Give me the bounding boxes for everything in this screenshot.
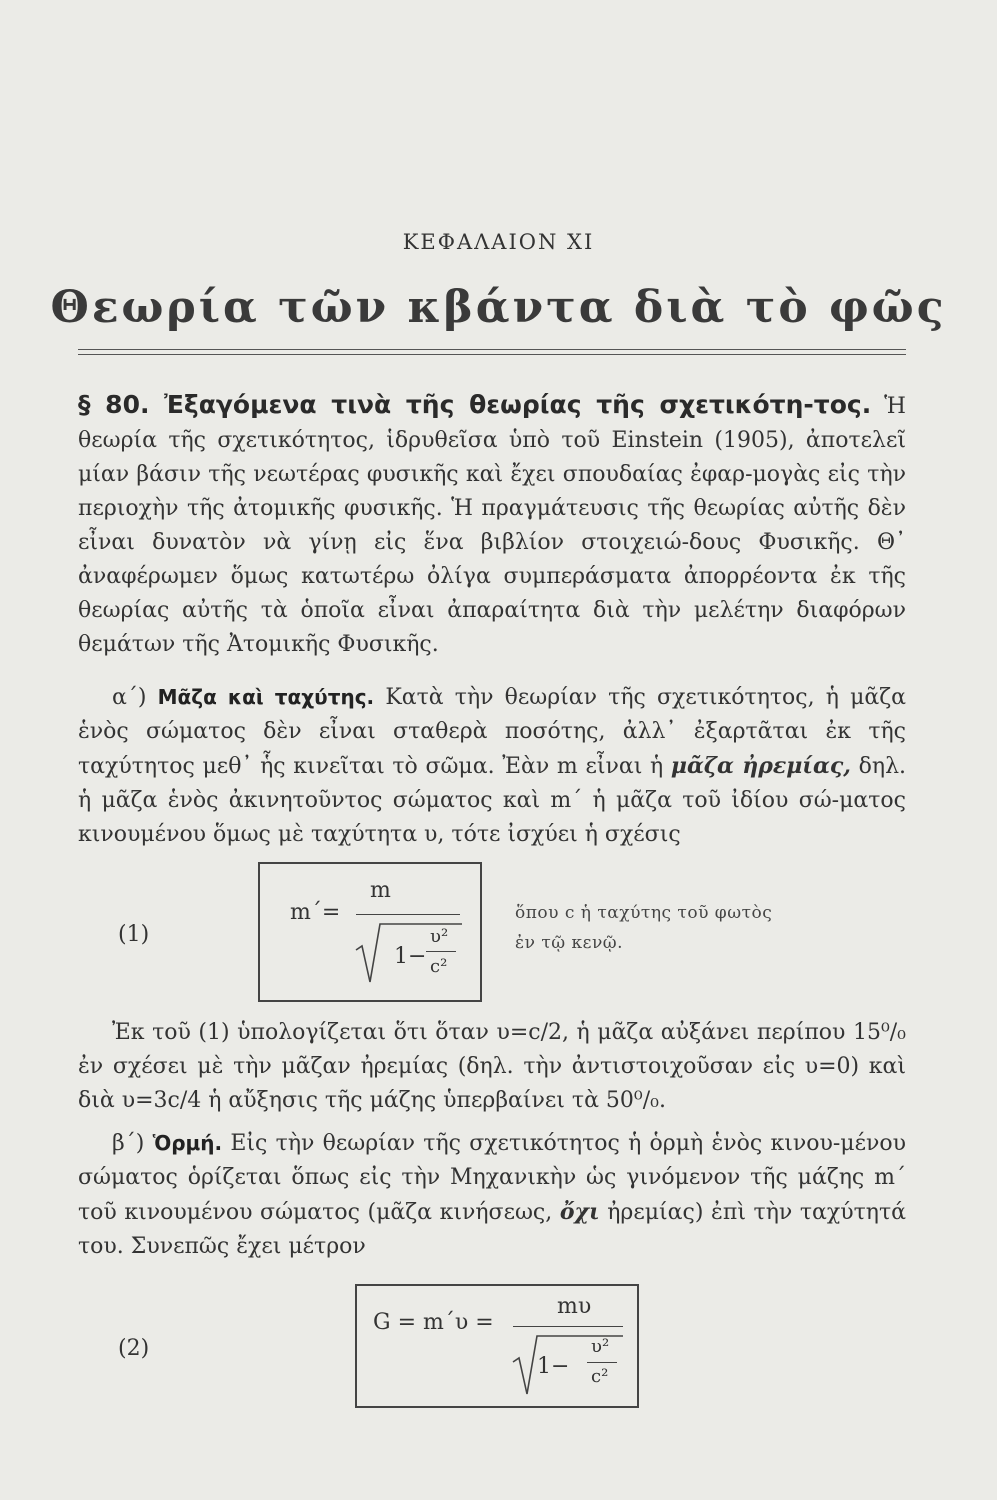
part-a-body-2: δηλ. ἡ μᾶζα ἑνὸς ἀκινητοῦντος σώματος καὶ m΄ ἡ μᾶζα τοῦ ἰδίου σώ-ματος κινουμένου ὅμως μὲ ταχύτητα υ, τότε ἰσχύει ἡ σχέσις <box>78 754 907 847</box>
part-a-label: α΄) <box>112 685 147 710</box>
part-a-heading: Μᾶζα καὶ ταχύτης. <box>157 685 375 709</box>
equation-1-numerator: m <box>370 878 391 903</box>
equation-2-lhs: G = m΄υ = <box>373 1310 494 1335</box>
equation-2-numerator: mυ <box>557 1294 592 1319</box>
equation-1-fraction-bar <box>356 914 460 915</box>
equation-1-inner-fraction-bar <box>426 951 456 952</box>
part-a-body-1: Κατὰ τὴν θεωρίαν τῆς σχετικότητος, ἡ μᾶζα ἑνὸς σώματος δὲν εἶναι σταθερὰ ποσότης, ἀλλ᾿ ἐξαρτᾶται ἐκ τῆς ταχύτητος μεθ᾿ ἧς κινεῖται τὸ σῶμα. Ἐὰν m εἶναι ἡ <box>78 685 907 779</box>
note-line-1: ὅπου c ἡ ταχύτης τοῦ φωτὸς <box>515 903 773 923</box>
equation-1-inner-denominator: c² <box>430 956 448 977</box>
part-b-emphasis: ὄχι <box>559 1199 600 1225</box>
part-b-paragraph <box>78 1126 906 1264</box>
equation-1-note <box>515 898 875 958</box>
paragraph-after-equation-1 <box>78 1016 906 1118</box>
equation-1-box <box>258 862 482 1002</box>
section-heading: § 80. Ἐξαγόμενα τινὰ τῆς θεωρίας τῆς σχετικότη-τος. <box>78 390 872 419</box>
equation-2-box <box>355 1284 639 1408</box>
note-line-2: ἐν τῷ κενῷ. <box>515 933 624 953</box>
section-body: Ἡ θεωρία τῆς σχετικότητος, ἱδρυθεῖσα ὑπὸ τοῦ Einstein (1905), ἀποτελεῖ μίαν βάσιν τῆς νεωτέρας φυσικῆς καὶ ἔχει σπουδαίας ἐφαρ-μογὰς εἰς τὴν περιοχὴν τῆς ἀτομικῆς φυσικῆς. Ἡ πραγμάτευσις τῆς θεωρίας αὐτῆς δὲν εἶναι δυνατὸν νὰ γίνῃ εἰς ἕνα βιβλίον στοιχειώ-δους Φυσικῆς. Θ᾿ ἀναφέρωμεν ὅμως κατωτέρω ὀλίγα συμπεράσματα ἀπορρέοντα ἐκ τῆς θεωρίας αὐτῆς τὰ ὁποῖα εἶναι ἀπαραίτητα διὰ τὴν μελέτην διαφόρων θεμάτων τῆς Ἀτομικῆς Φυσικῆς. <box>78 394 906 657</box>
paragraph-after-text: Ἐκ τοῦ (1) ὑπολογίζεται ὅτι ὅταν υ=c/2, ἡ μᾶζα αὐξάνει περίπου 15⁰/₀ ἐν σχέσει μὲ τὴν μᾶζαν ἠρεμίας (δηλ. τὴν ἀντιστοιχοῦσαν εἰς υ=0) καὶ διὰ υ=3c/4 ἡ αὔξησις τῆς μάζης ὑπερβαίνει τὰ 50⁰/₀. <box>78 1020 906 1113</box>
title-rule-top <box>78 349 906 350</box>
title-rule-bottom <box>78 354 906 355</box>
equation-2-number: (2) <box>118 1336 150 1361</box>
chapter-label: ΚΕΦΑΛΑΙΟΝ XI <box>402 230 595 254</box>
equation-2-root-prefix: 1− <box>537 1354 570 1379</box>
equation-2-inner-fraction-bar <box>587 1362 617 1363</box>
part-a-emphasis: μᾶζα ἠρεμίας, <box>670 753 851 779</box>
equation-1-lhs: m΄= <box>290 900 341 925</box>
chapter-title: Θεωρία τῶν κβάντα διὰ τὸ φῶς <box>50 282 947 333</box>
equation-1-number: (1) <box>118 922 150 947</box>
part-a-paragraph <box>78 680 906 852</box>
equation-2-fraction-bar <box>513 1326 623 1327</box>
equation-1-root-prefix: 1− <box>394 944 427 969</box>
part-b-body-1: Εἰς τὴν θεωρίαν τῆς σχετικότητος ἡ ὁρμὴ ἑνὸς κινου-μένου σώματος ὁρίζεται ὅπως εἰς τὴν Μηχανικὴν ὡς γινόμενον τῆς μάζης m΄ τοῦ κινουμένου σώματος (μᾶζα κινήσεως, <box>78 1131 906 1225</box>
equation-1-inner-numerator: υ² <box>430 926 449 947</box>
part-b-body-2: ἠρεμίας) ἐπὶ τὴν ταχύτητά του. Συνεπῶς ἔχει μέτρον <box>78 1200 906 1259</box>
section-80-paragraph <box>78 388 906 662</box>
part-b-heading: Ὁρμή. <box>152 1131 223 1155</box>
equation-2-inner-denominator: c² <box>591 1366 609 1387</box>
equation-2-inner-numerator: υ² <box>591 1336 610 1357</box>
part-b-label: β΄) <box>112 1131 145 1156</box>
